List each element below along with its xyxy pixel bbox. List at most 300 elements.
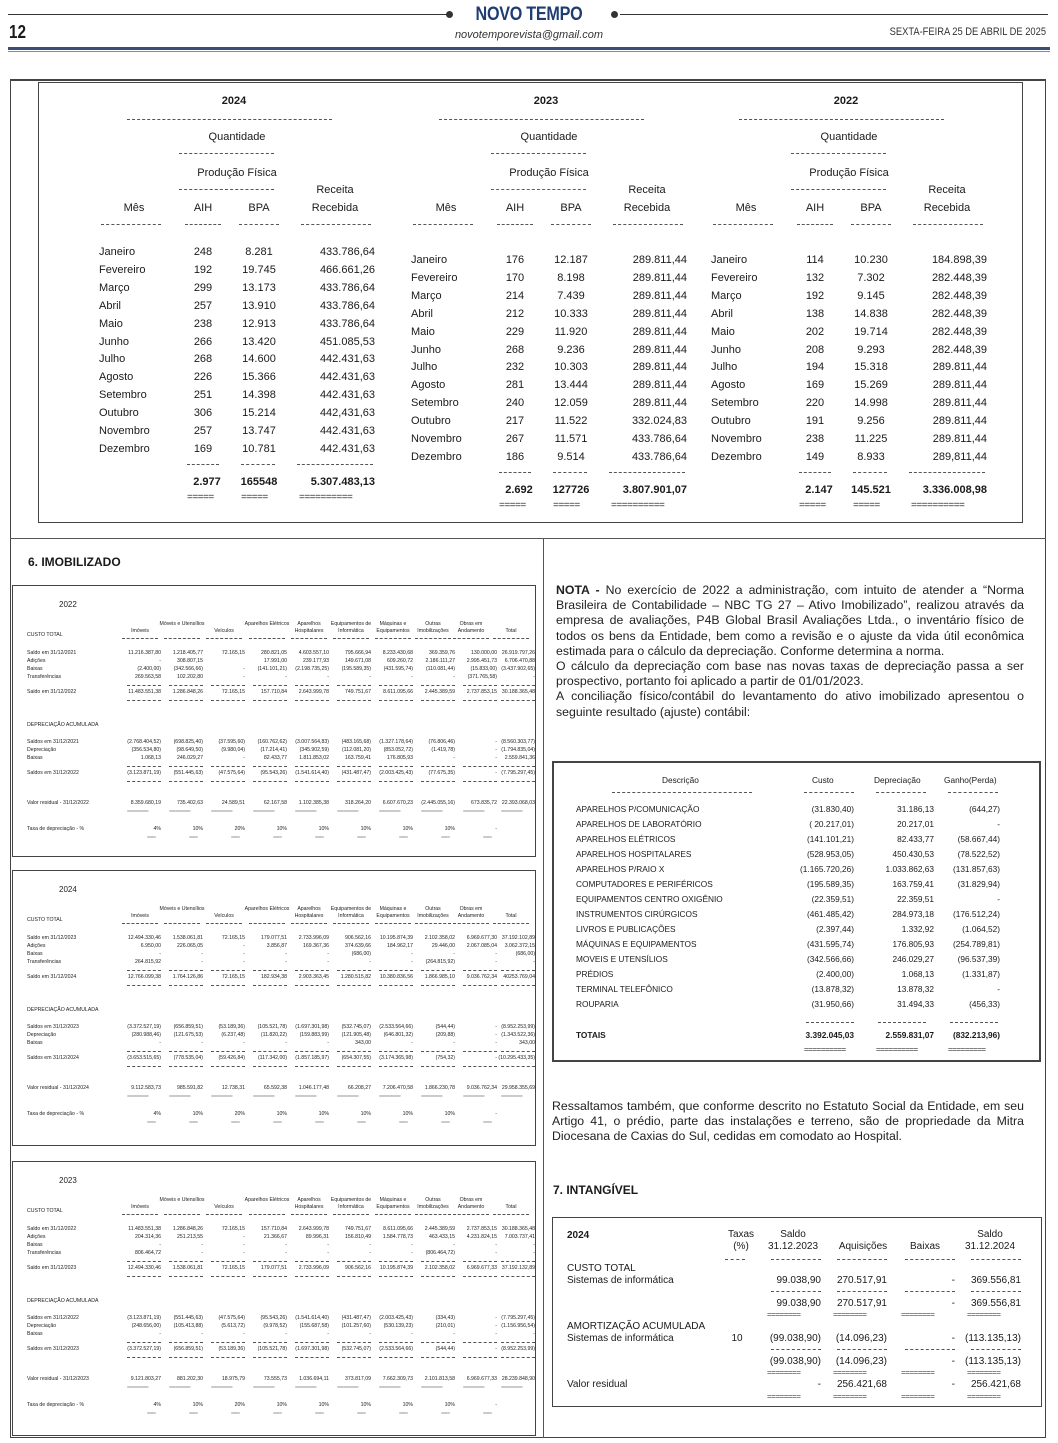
cell-value: (37.595,60) [218, 739, 245, 745]
cell-value: 795.666,94 [345, 650, 371, 656]
cell-receita: 433.786,64 [631, 433, 687, 445]
cell-mes: Maio [99, 317, 123, 330]
cell-value: - [495, 1323, 497, 1329]
dash-rule [421, 970, 455, 971]
double-rule: ========== [169, 808, 191, 813]
double-rule: ==== [399, 1410, 408, 1415]
row-label: Transferências [27, 1250, 62, 1256]
table-row [554, 937, 1039, 952]
cell-value: (853.052,72) [383, 747, 413, 753]
dash-rule [337, 700, 371, 701]
row-label: Valor residual - 31/12/2023 [27, 1376, 89, 1382]
table-row [411, 430, 711, 448]
double-rule: ==== [273, 1119, 282, 1124]
double-rule: ======== [767, 1310, 801, 1319]
cell-value: - [369, 674, 371, 680]
cell-value: - [285, 674, 287, 680]
dash-rule [122, 923, 158, 924]
header-custo: Custo [812, 775, 834, 785]
cell-value: 11.483.551,38 [128, 689, 161, 695]
column-header: Máquinas e Equipamentos [376, 621, 410, 634]
column-header: Outras Imobilizações [417, 906, 449, 919]
cell-value: 226.065,05 [177, 943, 203, 949]
cell-aih: 208 [805, 343, 825, 356]
double-rule: ==== [273, 1410, 282, 1415]
dash-rule [164, 923, 200, 924]
dash-rule [837, 1259, 887, 1260]
cell-value: 10% [360, 1402, 371, 1408]
cell-value: (117.342,00) [257, 1055, 287, 1061]
cell-value: - [201, 1250, 203, 1256]
dash-rule [497, 224, 533, 225]
cell-custo: (2.397,44) [816, 924, 854, 934]
cell-value: (47.575,64) [218, 770, 245, 776]
dash-rule [253, 685, 287, 686]
dash-rule [421, 1276, 455, 1277]
dash-rule [295, 1261, 329, 1262]
cell-depreciacao: 13.878,32 [897, 984, 934, 994]
recebida-label: Recebida [923, 202, 971, 214]
cell-mes: Julho [411, 361, 438, 374]
dash-rule [337, 1261, 371, 1262]
double-rule: ========== [337, 808, 359, 813]
quantidade-label: Quantidade [208, 131, 266, 143]
double-rule: ======== [901, 1368, 935, 1377]
cell-value: 28.239.848,90 [501, 1376, 535, 1382]
header-taxas [723, 1229, 759, 1253]
row-label: Baixas [27, 666, 43, 672]
cell-value: - [285, 1331, 287, 1337]
cell-value: 176.805,93 [387, 755, 413, 761]
cell-value: 169.367,36 [303, 943, 329, 949]
column-header: Total [505, 628, 517, 634]
row-label: Saldos em 31/12/2022 [27, 770, 79, 776]
valor-residual-label: Valor residual [567, 1379, 628, 1390]
cell-value: 21.366,67 [263, 1234, 287, 1240]
row-label: Transferências [27, 674, 62, 680]
dash-rule [501, 781, 535, 782]
imobilizado-table-2024 [12, 870, 536, 1146]
cell-bpa: 8.198 [557, 271, 585, 284]
frame-divider-horizontal [10, 538, 1046, 539]
double-rule: ========== [501, 1384, 523, 1389]
dash-rule [101, 224, 161, 225]
cell-receita: 289.811,44 [632, 343, 687, 356]
cell-value: (53.189,36) [218, 1346, 245, 1352]
cell-value: 8.611.095,66 [383, 689, 413, 695]
header-aquisicoes: Aquisições [838, 1241, 888, 1252]
double-rule: ===== [241, 491, 268, 503]
depreciacao-row [13, 755, 537, 762]
dash-rule [463, 985, 497, 986]
table-row [554, 817, 1039, 832]
dash-rule [249, 1214, 285, 1215]
table-row [554, 952, 1039, 967]
cell-value: (3.372.527,19) [127, 1346, 161, 1352]
dash-rule [337, 781, 371, 782]
dash-rule [913, 224, 983, 225]
cell-value: (3.123.871,19) [127, 1315, 161, 1321]
cell-value: - [495, 959, 497, 965]
cell-value: 157.710,84 [261, 1226, 287, 1232]
residual-saldo-fim: 256.421,68 [970, 1379, 1021, 1390]
dash-rule [211, 700, 245, 701]
cell-value: (345.902,59) [299, 747, 329, 753]
cell-value: (654.307,55) [341, 1055, 371, 1061]
cell-value: 12.766.099,38 [127, 974, 161, 980]
cell-receita: 282.448,39 [931, 307, 987, 320]
masthead [0, 0, 1058, 52]
cell-bpa: 11.522 [554, 415, 588, 428]
cell-value: 2.102.358,02 [424, 1265, 455, 1271]
cell-value: 6.950,00 [140, 943, 161, 949]
cell-value: 4% [153, 1111, 161, 1117]
cell-aih: 114 [806, 254, 824, 266]
row-label: Saldos em 31/12/2022 [27, 1315, 79, 1321]
double-rule: ========== [463, 1093, 485, 1098]
valor-residual-row [13, 800, 537, 807]
cell-value: 4% [153, 826, 161, 832]
dash-rule [127, 1342, 161, 1343]
cell-ganho-perda: (1.331,87) [962, 969, 1000, 979]
cell-value: 9.036.762,34 [466, 1085, 497, 1091]
cell-value: - [327, 674, 329, 680]
amort-total-aquisicoes: (14.096,23) [835, 1356, 887, 1367]
custo-saldo-ini: 99.038,90 [776, 1275, 821, 1286]
cell-value: (778.535,04) [173, 1055, 203, 1061]
cell-mes: Agosto [411, 379, 446, 392]
residual-saldo-ini: - [817, 1379, 821, 1390]
dash-rule [609, 472, 685, 473]
double-rule: ==== [231, 1119, 240, 1124]
cell-depreciacao: 2.559.831,07 [885, 1030, 934, 1040]
double-rule: ==== [357, 834, 366, 839]
double-rule: ========== [463, 808, 485, 813]
row-label: Taxa de depreciação - % [27, 1402, 85, 1408]
cell-value: 179.077,51 [261, 1265, 287, 1271]
cell-receita: 433.786,64 [631, 450, 687, 463]
double-rule: ========== [253, 1093, 275, 1098]
dash-rule [337, 970, 371, 971]
cell-aih: 226 [193, 371, 213, 384]
dash-rule [463, 1066, 497, 1067]
dash-rule [211, 1276, 245, 1277]
cell-mes: Julho [99, 353, 126, 366]
cell-depreciacao: 1.068,13 [901, 969, 934, 979]
cell-value: (210,01) [435, 1323, 455, 1329]
dash-rule [164, 638, 200, 639]
column-header: Imóveis [131, 1204, 149, 1210]
cell-depreciacao: 1.332,92 [901, 924, 934, 934]
depreciacao-row [13, 1315, 537, 1322]
cell-value: 6.969.677,33 [466, 1376, 497, 1382]
cell-value: 73.555,73 [263, 1376, 287, 1382]
dash-rule [491, 189, 586, 190]
dash-rule [169, 766, 203, 767]
cell-depreciacao: 22.359,51 [897, 894, 934, 904]
double-rule: ======== [967, 1392, 1001, 1401]
cell-value: - [201, 1242, 203, 1248]
cell-ganho-perda: - [997, 894, 1000, 904]
table-row [99, 422, 399, 440]
dash-rule [439, 119, 644, 120]
cell-value: 37.192.102,89 [501, 935, 535, 941]
cell-receita: 289.811,44 [932, 379, 987, 392]
custo-saldo-row [13, 1265, 537, 1272]
dash-rule [187, 464, 219, 465]
cell-bpa: 14.600 [242, 353, 276, 366]
cell-value: 906.562,16 [345, 935, 371, 941]
cell-value: (342.566,66) [173, 666, 203, 672]
dash-rule [206, 1214, 242, 1215]
cell-bpa: 13.444 [554, 379, 588, 392]
cell-value: - [411, 951, 413, 957]
receita-label: Receita [628, 184, 666, 196]
cell-value: (431.595,74) [383, 666, 413, 672]
dash-rule [453, 1214, 489, 1215]
depreciacao-row [13, 1032, 537, 1039]
cell-mes: Fevereiro [711, 271, 758, 284]
cell-value: 2.643.999,78 [298, 689, 329, 695]
cell-value: 906.562,16 [345, 1265, 371, 1271]
amort-aquisicoes: (14.096,23) [835, 1333, 887, 1344]
depreciacao-row [13, 1040, 537, 1047]
dash-rule [253, 970, 287, 971]
custo-row [13, 935, 537, 942]
cell-mes: Dezembro [411, 450, 462, 463]
cell-descricao: LIVROS E PUBLICAÇÕES [576, 924, 676, 934]
cell-custo: (13.878,32) [811, 984, 854, 994]
column-header: Imóveis [131, 628, 149, 634]
dash-rule [211, 781, 245, 782]
cell-value: 10% [192, 1402, 203, 1408]
cell-value: (10.295.433,35) [498, 1055, 535, 1061]
cell-value: 10% [276, 1111, 287, 1117]
cell-value: (155.687,58) [299, 1323, 329, 1329]
dash-rule [493, 1214, 529, 1215]
double-rule: ==== [147, 1119, 156, 1124]
cell-value: 374.639,66 [345, 943, 371, 949]
cell-value: 246.029,27 [177, 755, 203, 761]
dash-rule [950, 1022, 998, 1023]
dash-rule [295, 1342, 329, 1343]
cell-mes: Agosto [711, 379, 746, 392]
depreciacao-saldo-row [13, 770, 537, 777]
dash-rule [249, 638, 285, 639]
header-saldo-label: Saldo [977, 1229, 1003, 1240]
header-saldo-2024 [961, 1229, 1019, 1253]
cell-value: 62.167,58 [263, 800, 287, 806]
dash-rule [971, 1349, 1021, 1350]
cell-ganho-perda: (78.522,52) [957, 849, 1000, 859]
dash-rule [169, 1276, 203, 1277]
cell-value: 1.538.061,81 [172, 1265, 203, 1271]
cell-value: 20% [234, 1111, 245, 1117]
cell-value: (59.426,84) [218, 1055, 245, 1061]
dash-rule [375, 923, 411, 924]
cell-aih: 220 [805, 397, 825, 410]
custo-row [13, 951, 537, 958]
double-rule: ======== [967, 1310, 1001, 1319]
dash-rule [491, 153, 586, 154]
cell-value: 463.433,15 [429, 1234, 455, 1240]
year-heading: 2023 [533, 95, 559, 107]
dash-rule [453, 638, 489, 639]
newspaper-email[interactable]: novotemporevista@gmail.com [454, 29, 604, 41]
cell-value: (3.007.564,83) [295, 739, 329, 745]
cell-aih: 229 [505, 325, 525, 338]
dash-rule [206, 638, 242, 639]
cell-value: (7.795.297,45) [501, 1315, 535, 1321]
row-label: Saldos em 31/12/2021 [27, 739, 79, 745]
cell-value: (2.003.425,43) [379, 1315, 413, 1321]
dash-rule [169, 985, 203, 986]
double-rule: ========== [169, 1384, 191, 1389]
cell-aih: 257 [193, 299, 213, 312]
cell-mes: Junho [411, 343, 441, 356]
depreciacao-row [13, 1024, 537, 1031]
cell-value: - [243, 755, 245, 761]
dash-rule [179, 189, 274, 190]
cell-receita: 289.811,44 [632, 361, 687, 374]
cell-value: 72.165,15 [221, 689, 245, 695]
cell-value: (112.081,20) [341, 747, 371, 753]
dash-rule [415, 923, 451, 924]
dash-rule [206, 923, 242, 924]
receita-label: Receita [928, 184, 966, 196]
depreciacao-row [13, 739, 537, 746]
cell-aih: 251 [193, 389, 213, 402]
dash-rule [169, 685, 203, 686]
dash-rule [905, 1259, 955, 1260]
newspaper-title: NOVO TEMPO [475, 4, 583, 25]
cell-value: 1.866.985,10 [424, 974, 455, 980]
dash-rule [253, 1276, 287, 1277]
cell-value: (686,00) [515, 951, 535, 957]
row-label: Adições [27, 943, 46, 949]
cell-value: - [285, 1242, 287, 1248]
table-row [411, 448, 711, 466]
cell-value: (77.675,35) [428, 770, 455, 776]
cell-custo: (195.589,35) [806, 879, 854, 889]
cell-aih: 138 [805, 307, 825, 320]
section-title-intangivel: 7. INTANGÍVEL [553, 1183, 639, 1197]
cell-value: - [453, 951, 455, 957]
cell-receita: 332.024,83 [631, 415, 687, 428]
cell-value: - [411, 1242, 413, 1248]
cell-value: 2.733.996,09 [298, 1265, 329, 1271]
cell-value: 163.759,41 [345, 755, 371, 761]
cell-value: 72.165,15 [221, 1265, 245, 1271]
cell-value: (160.762,62) [257, 739, 287, 745]
cell-aih: 170 [505, 271, 525, 284]
cell-receita: 289.811,44 [632, 379, 687, 392]
dash-rule [379, 1342, 413, 1343]
dash-rule [413, 224, 473, 225]
cell-receita: 282.448,39 [931, 289, 987, 302]
cell-value: - [243, 674, 245, 680]
cell-value: - [495, 826, 497, 832]
cell-value: 12.494.330,46 [127, 1265, 161, 1271]
cell-bpa: 7.439 [557, 289, 585, 302]
dash-rule [127, 766, 161, 767]
cell-value: 6.706.470,88 [504, 658, 535, 664]
cell-value: 10% [402, 1111, 413, 1117]
dash-rule [211, 1342, 245, 1343]
double-rule: ========== [295, 1093, 317, 1098]
cell-ganho-perda: (58.667,44) [957, 834, 1000, 844]
cell-mes: Janeiro [711, 254, 748, 266]
double-rule: ==== [315, 1119, 324, 1124]
cell-value: (3.123.871,19) [127, 770, 161, 776]
header-taxas-line1: Taxas [727, 1229, 755, 1240]
dash-rule [463, 1342, 497, 1343]
cell-mes: Setembro [411, 397, 459, 410]
cell-value: 3.062.372,15 [504, 943, 535, 949]
total-bpa: 165548 [240, 475, 278, 488]
dash-rule [421, 1051, 455, 1052]
bpa-label: BPA [560, 202, 582, 214]
cell-value: 10% [444, 826, 455, 832]
cell-value: - [495, 1331, 497, 1337]
double-rule: ===== [499, 499, 526, 511]
cell-value: 12.738,31 [221, 1085, 245, 1091]
double-rule: ===== [553, 499, 580, 511]
cell-mes: Maio [711, 325, 735, 338]
cell-mes: Janeiro [411, 254, 448, 266]
double-rule: ==== [189, 1119, 198, 1124]
column-header: Aparelhos Hospitalares [294, 1197, 324, 1210]
cell-value: 10% [318, 1402, 329, 1408]
cell-value: (15.833,00) [470, 666, 497, 672]
dash-rule [333, 638, 369, 639]
dash-rule [295, 700, 329, 701]
cell-ganho-perda: (31.829,94) [957, 879, 1000, 889]
column-header: Veículos [214, 1204, 234, 1210]
cell-bpa: 19.745 [242, 263, 276, 276]
cell-bpa: 14.398 [242, 389, 276, 402]
aih-label: AIH [505, 202, 525, 214]
dash-rule [253, 1066, 287, 1067]
dash-rule [421, 1066, 455, 1067]
custo-total-label: CUSTO TOTAL [27, 1208, 63, 1214]
cell-value: 10% [444, 1402, 455, 1408]
cell-value: - [369, 1242, 371, 1248]
cell-value: 179.077,51 [261, 935, 287, 941]
cell-value: (2.400,00) [137, 666, 161, 672]
row-label: Saldo em 31/12/2023 [27, 1265, 77, 1271]
dash-rule [122, 638, 158, 639]
cell-value: 66.208,27 [347, 1085, 371, 1091]
dash-rule [905, 1291, 955, 1292]
dash-rule [297, 464, 373, 465]
cell-mes: Janeiro [99, 246, 136, 258]
cell-aih: 268 [193, 353, 213, 366]
cell-value: 2.559.841,36 [504, 755, 535, 761]
cell-value: - [533, 1331, 535, 1337]
cell-value: 26.919.797,26 [501, 650, 535, 656]
cell-depreciacao: 82.433,77 [897, 834, 934, 844]
double-rule: ==== [189, 834, 198, 839]
dash-rule [169, 1342, 203, 1343]
cell-bpa: 10.781 [242, 442, 276, 455]
cell-value: 1.538.061,81 [172, 935, 203, 941]
dash-rule [127, 1357, 161, 1358]
dash-rule [241, 464, 275, 465]
cell-receita: 442,431,63 [319, 407, 375, 420]
cell-bpa: 10.303 [554, 361, 588, 374]
cell-value: 3.856,87 [266, 943, 287, 949]
